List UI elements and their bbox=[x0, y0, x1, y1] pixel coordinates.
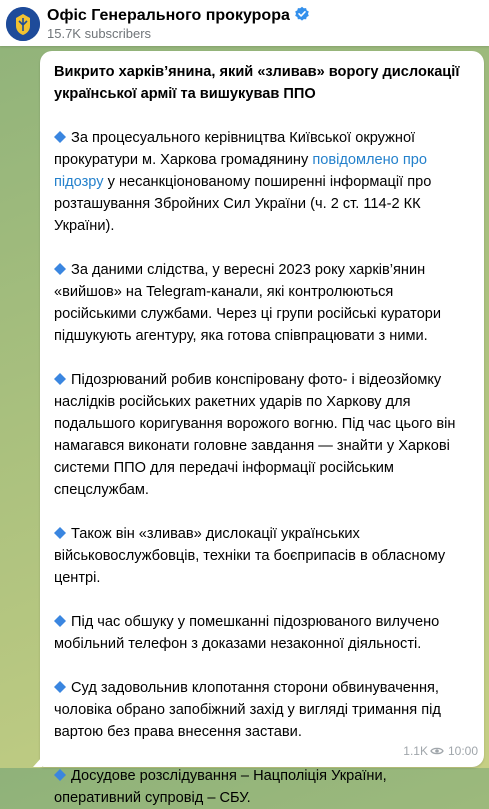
channel-avatar[interactable] bbox=[6, 7, 40, 41]
paragraph-6 bbox=[54, 677, 474, 743]
paragraph-3 bbox=[54, 369, 474, 501]
bubble-tail bbox=[33, 757, 42, 767]
paragraph-1 bbox=[54, 127, 474, 237]
blue-diamond-icon bbox=[54, 373, 66, 385]
paragraph-7-text: Досудове розслідування – Нацполіція України, оперативний супровід – СБУ. bbox=[54, 768, 387, 806]
paragraph-5 bbox=[54, 611, 474, 655]
verified-badge-icon bbox=[294, 6, 310, 22]
blue-diamond-icon bbox=[54, 263, 66, 275]
blue-diamond-icon bbox=[54, 615, 66, 627]
blue-diamond-icon bbox=[54, 681, 66, 693]
subscriber-count: 15.7K subscribers bbox=[47, 26, 152, 41]
emblem-icon bbox=[6, 7, 40, 41]
paragraph-7 bbox=[54, 765, 474, 809]
paragraph-5-text: Під час обшуку у помешканні підозрюваного вилучено мобільний телефон з доказами незаконної діяльності. bbox=[54, 614, 440, 652]
channel-name-text: Офіс Генерального прокурора bbox=[47, 7, 290, 24]
channel-name[interactable] bbox=[47, 6, 310, 25]
view-count: 1.1K bbox=[403, 744, 428, 758]
blue-diamond-icon bbox=[54, 131, 66, 143]
message-meta bbox=[403, 740, 478, 762]
paragraph-4-text: Також він «зливав» дислокації українських військовослужбовців, техніки та боєприпасів в обласному центрі. bbox=[54, 526, 446, 586]
paragraph-2-text: За даними слідства, у вересні 2023 року харків’янин «вийшов» на Telegram-канали, які контролюються російськими службами. Через ці групи російські куратори підшукують агентуру, яка готова співпрацювати з ними. bbox=[54, 262, 442, 344]
message-bubble[interactable] bbox=[40, 51, 484, 806]
channel-header[interactable] bbox=[0, 0, 489, 46]
paragraph-6-text: Суд задовольнив клопотання сторони обвинувачення, чоловіка обрано запобіжний захід у вигляді тримання під вартою без права внесення застави. bbox=[54, 680, 441, 740]
blue-diamond-icon bbox=[54, 527, 66, 539]
paragraph-1-text-a: За процесуального керівництва Київської окружної прокуратури м. Харкова громадянину bbox=[54, 130, 416, 168]
paragraph-1-text-b: у несанкціонованому поширенні інформації про розташування Збройних Сил України (ч. 2 ст. 114-2 КК України). bbox=[54, 174, 432, 234]
paragraph-4 bbox=[54, 523, 474, 589]
paragraph-2 bbox=[54, 259, 474, 347]
suspicion-link[interactable]: повідомлено про підозру bbox=[54, 152, 427, 190]
message-time: 10:00 bbox=[447, 744, 478, 758]
post-title: Викрито харків’янина, який «зливав» ворогу дислокації української армії та вишукував ППО bbox=[54, 64, 460, 102]
eye-icon bbox=[430, 746, 444, 756]
blue-diamond-icon bbox=[54, 769, 66, 781]
paragraph-3-text: Підозрюваний робив конспіровану фото- і відеозйомку наслідків російських ракетних ударів по Харкову для подальшого коригування ворожого вогню. Під час цього він намагався виконати головне завдання — знайти у Харкові системи ППО для передачі інформації російським спецслужбам. bbox=[54, 372, 456, 498]
